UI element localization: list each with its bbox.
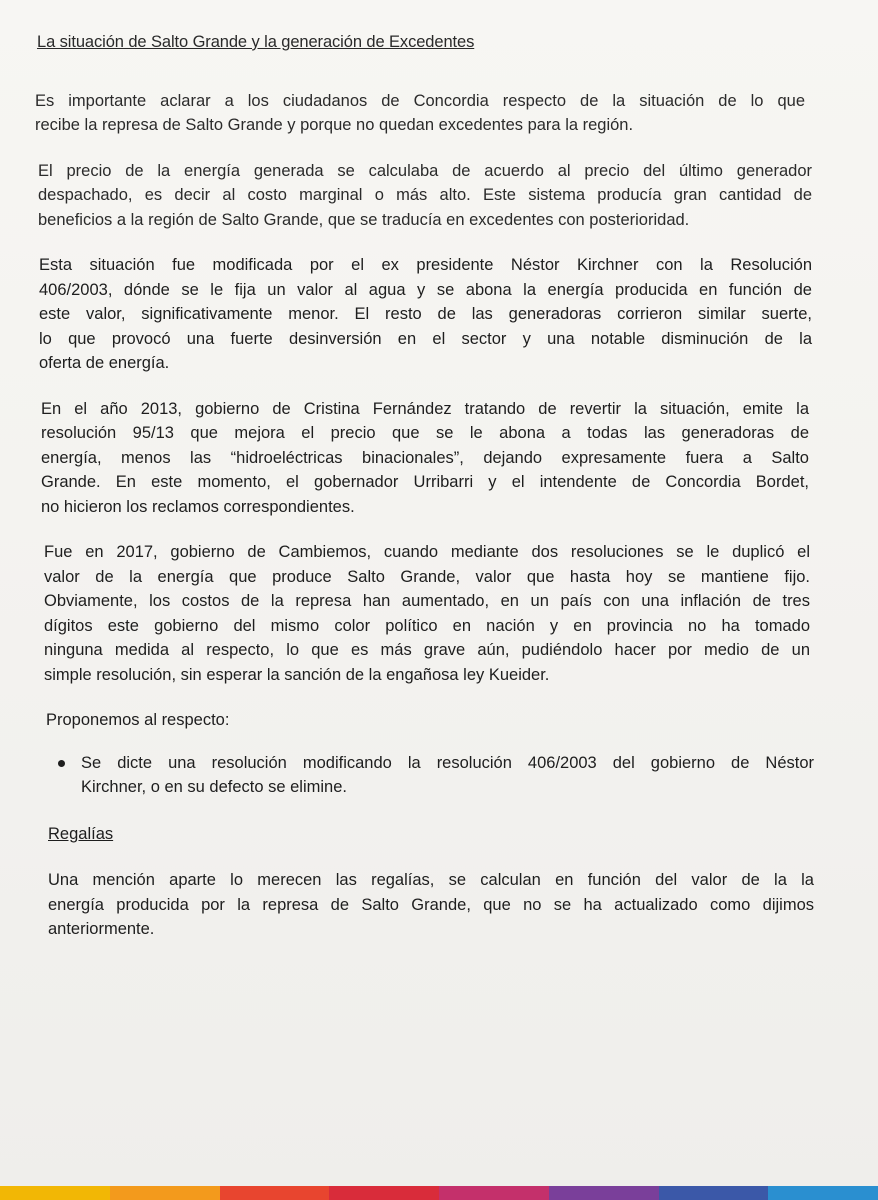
- text-line: Fue en 2017, gobierno de Cambiemos, cuando mediante dos resoluciones se le duplicó el: [44, 543, 810, 561]
- text-line: energía, menos las “hidroeléctricas binacionales”, dejando expresamente fuera a Salto: [41, 448, 809, 467]
- text-line: beneficios a la región de Salto Grande, que se traducía en excedentes con posterioridad.: [38, 210, 690, 229]
- color-bar-segment: [439, 1186, 549, 1200]
- color-bar-segment: [0, 1186, 110, 1200]
- color-bar-segment: [220, 1186, 330, 1200]
- text-line: Es importante aclarar a los ciudadanos de Concordia respecto de la situación de lo que: [35, 91, 805, 110]
- text-line: anteriormente.: [48, 920, 155, 938]
- text-line: este valor, significativamente menor. El resto de las generadoras corrieron similar suerte,: [39, 305, 812, 323]
- text-line: despachado, es decir al costo marginal o más alto. Este sistema producía gran cantidad de: [38, 186, 812, 204]
- text-line: valor de la energía que produce Salto Grande, valor que hasta hoy se mantiene fijo.: [44, 567, 810, 586]
- text-line: ninguna medida al respecto, lo que es más grave aún, pudiéndolo hacer por medio de un: [44, 641, 810, 659]
- text-line: no hicieron los reclamos correspondientes.: [41, 497, 355, 516]
- color-bar-segment: [110, 1186, 220, 1200]
- color-bar-segment: [768, 1186, 878, 1200]
- text-line: Esta situación fue modificada por el ex presidente Néstor Kirchner con la Resolución: [39, 256, 812, 274]
- text-line: simple resolución, sin esperar la sanción de la engañosa ley Kueider.: [44, 665, 550, 684]
- paragraph-intro: [35, 89, 805, 138]
- text-line: Se dicte una resolución modificando la resolución 406/2003 del gobierno de Néstor: [81, 753, 814, 772]
- proposal-intro: Proponemos al respecto:: [46, 711, 230, 729]
- document-body: [35, 30, 819, 963]
- paragraph-regalias: [48, 868, 814, 942]
- paragraph-2017: [44, 540, 810, 687]
- color-bar-segment: [549, 1186, 659, 1200]
- paragraph-kirchner: [39, 253, 812, 376]
- text-line: Obviamente, los costos de la represa han aumentado, en un país con una inflación de tres: [44, 592, 810, 610]
- text-line: recibe la represa de Salto Grande y porque no quedan excedentes para la región.: [35, 116, 634, 134]
- text-line: El precio de la energía generada se calculaba de acuerdo al precio del último generador: [38, 161, 812, 180]
- footer-color-bar: [0, 1186, 878, 1200]
- paragraph-2013: [41, 397, 809, 520]
- text-line: dígitos este gobierno del mismo color político en nación y en provincia no ha tomado: [44, 616, 810, 635]
- text-line: Una mención aparte lo merecen las regalías, se calculan en función del valor de la la: [48, 871, 814, 889]
- list-item: [46, 751, 814, 800]
- text-line: oferta de energía.: [39, 354, 170, 372]
- text-line: Grande. En este momento, el gobernador Urribarri y el intendente de Concordia Bordet,: [41, 473, 809, 491]
- paragraph-pricing: [38, 159, 812, 233]
- text-line: En el año 2013, gobierno de Cristina Fernández tratando de revertir la situación, emite la: [41, 399, 809, 418]
- text-line: Kirchner, o en su defecto se elimine.: [81, 778, 347, 796]
- text-line: resolución 95/13 que mejora el precio que se le abona a todas las generadoras de: [41, 424, 809, 442]
- section-heading-regalias: Regalías: [48, 824, 114, 843]
- text-line: 406/2003, dónde se le fija un valor al agua y se abona la energía producida en función de: [39, 280, 812, 299]
- proposal-list: [44, 751, 819, 800]
- color-bar-segment: [329, 1186, 439, 1200]
- text-line: energía producida por la represa de Salto Grande, que no se ha actualizado como dijimos: [48, 895, 814, 914]
- color-bar-segment: [659, 1186, 769, 1200]
- document-title: La situación de Salto Grande y la generación de Excedentes: [37, 33, 475, 51]
- bullet-icon: [58, 760, 65, 767]
- text-line: lo que provocó una fuerte desinversión en el sector y una notable disminución de la: [39, 329, 812, 348]
